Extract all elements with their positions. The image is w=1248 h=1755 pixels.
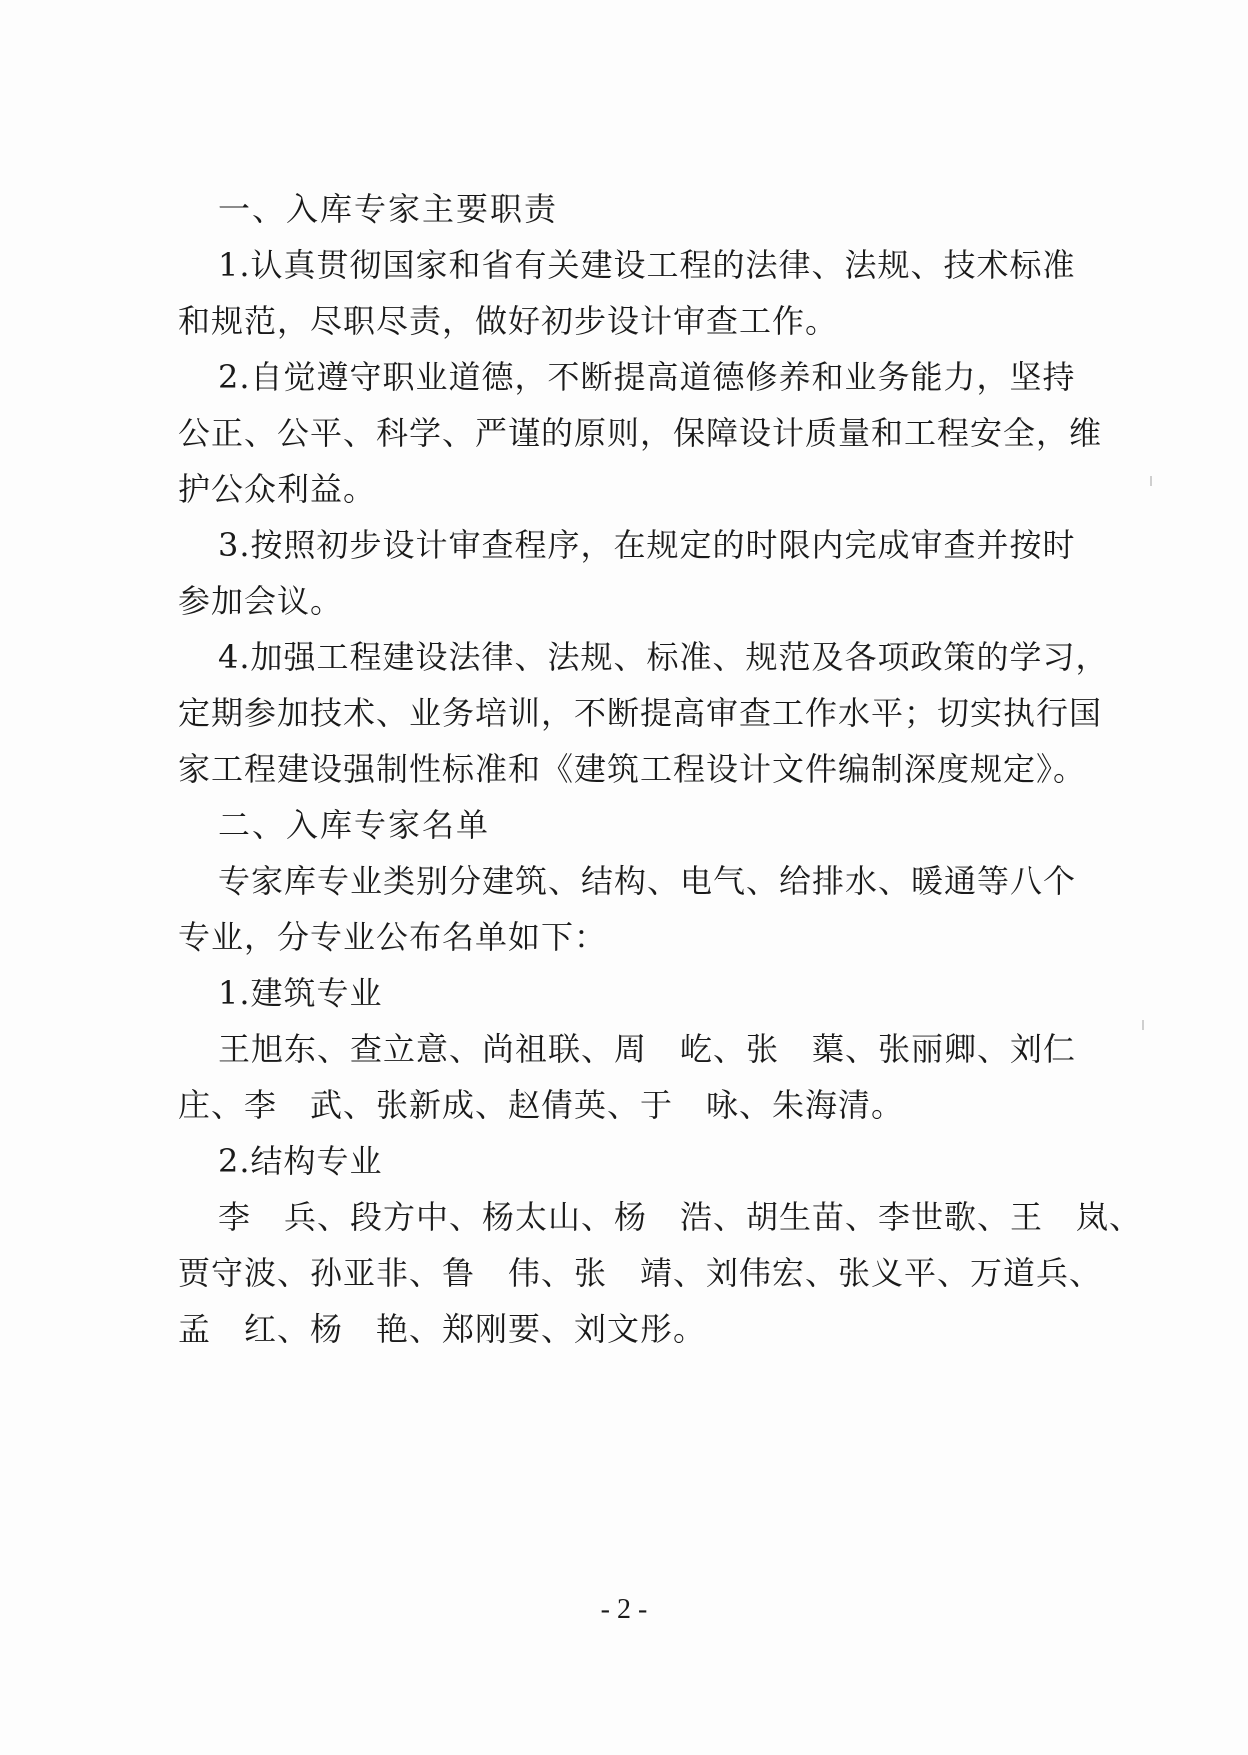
item4-line2: 定期参加技术、业务培训，不断提高审查工作水平；切实执行国 [178, 694, 1103, 732]
item4-line3: 家工程建设强制性标准和《建筑工程设计文件编制深度规定》。 [178, 750, 1087, 788]
specialty-structure-title: 2.结构专业 [218, 1142, 383, 1180]
architecture-names-line2: 庄、李 武、张新成、赵倩英、于 咏、朱海清。 [178, 1086, 905, 1124]
structure-names-line1: 李 兵、段方中、杨太山、杨 浩、胡生苗、李世歌、王 岚、 [218, 1198, 1143, 1236]
structure-names-line3: 孟 红、杨 艳、郑刚要、刘文彤。 [178, 1310, 707, 1348]
scan-speck [1150, 476, 1152, 486]
architecture-names-line1: 王旭东、查立意、尚祖联、周 屹、张 蕖、张丽卿、刘仁 [218, 1030, 1077, 1068]
scan-speck [1142, 1020, 1144, 1030]
item2-line3: 护公众利益。 [178, 470, 377, 508]
specialty-architecture-title: 1.建筑专业 [218, 974, 383, 1012]
item1-line2: 和规范，尽职尽责，做好初步设计审查工作。 [178, 302, 839, 340]
section2-heading: 二、入库专家名单 [218, 806, 491, 844]
item4-line1: 4.加强工程建设法律、法规、标准、规范及各项政策的学习， [218, 638, 1109, 676]
structure-names-line2: 贾守波、孙亚非、鲁 伟、张 靖、刘伟宏、张义平、万道兵、 [178, 1254, 1103, 1292]
intro-line1: 专家库专业类别分建筑、结构、电气、给排水、暖通等八个 [218, 862, 1077, 900]
item3-line2: 参加会议。 [178, 582, 344, 620]
item3-line1: 3.按照初步设计审查程序，在规定的时限内完成审查并按时 [218, 526, 1076, 564]
item2-line2: 公正、公平、科学、严谨的原则，保障设计质量和工程安全，维 [178, 414, 1103, 452]
item1-line1: 1.认真贯彻国家和省有关建设工程的法律、法规、技术标准 [218, 246, 1076, 284]
intro-line2: 专业，分专业公布名单如下： [178, 918, 608, 956]
item2-line1: 2.自觉遵守职业道德，不断提高道德修养和业务能力，坚持 [218, 358, 1076, 396]
page-number: - 2 - [600, 1594, 648, 1625]
section1-heading: 一、入库专家主要职责 [218, 190, 559, 228]
